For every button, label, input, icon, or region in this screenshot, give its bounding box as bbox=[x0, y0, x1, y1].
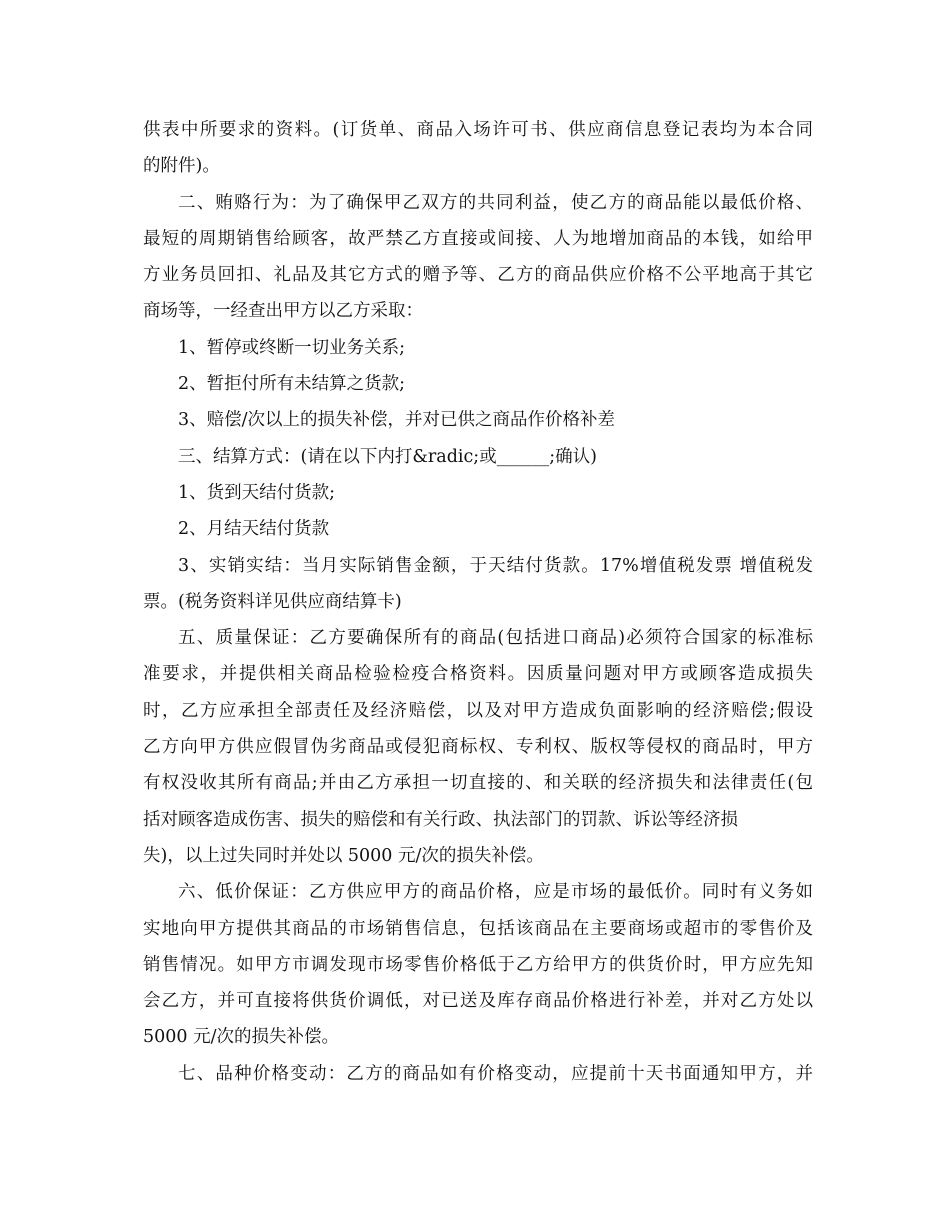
text-line: 票。(税务资料详见供应商结算卡) bbox=[143, 591, 402, 612]
list-item: 2、月结天结付货款 bbox=[178, 519, 330, 540]
text-line: 方业务员回扣、礼品及其它方式的赠予等、乙方的商品供应价格不公平地高于其它 bbox=[143, 265, 813, 286]
list-item: 3、赔偿/次以上的损失补偿，并对已供之商品作价格补差 bbox=[178, 410, 616, 431]
text-line: 5000 元/次的损失补偿。 bbox=[143, 1027, 339, 1048]
text-line: 实地向甲方提供其商品的市场销售信息，包括该商品在主要商场或超市的零售价及 bbox=[143, 918, 813, 939]
section-heading-settlement: 三、结算方式：(请在以下内打&radic;或______;确认) bbox=[178, 446, 597, 467]
text-line: 乙方向甲方供应假冒伪劣商品或侵犯商标权、专利权、版权等侵权的商品时，甲方 bbox=[143, 737, 813, 758]
document-page bbox=[143, 112, 813, 1092]
list-item: 2、暂拒付所有未结算之货款; bbox=[178, 374, 406, 395]
text-line: 失)，以上过失同时并处以 5000 元/次的损失补偿。 bbox=[143, 845, 544, 866]
list-item: 3、实销实结：当月实际销售金额，于天结付货款。17%增值税发票 增值税发 bbox=[178, 555, 813, 576]
list-item: 1、暂停或终断一切业务关系; bbox=[178, 337, 406, 358]
text-line: 销售情况。如甲方市调发现市场零售价格低于乙方给甲方的供货价时，甲方应先知 bbox=[143, 954, 813, 975]
text-line: 商场等，一经查出甲方以乙方采取： bbox=[143, 301, 423, 322]
text-line: 最短的周期销售给顾客，故严禁乙方直接或间接、人为地增加商品的本钱，如给甲 bbox=[143, 228, 813, 249]
text-line: 时，乙方应承担全部责任及经济赔偿，以及对甲方造成负面影响的经济赔偿;假设 bbox=[143, 700, 813, 721]
section-heading-low-price: 六、低价保证：乙方供应甲方的商品价格，应是市场的最低价。同时有义务如 bbox=[178, 882, 813, 903]
list-item: 1、货到天结付货款; bbox=[178, 482, 336, 503]
section-heading-quality: 五、质量保证：乙方要确保所有的商品(包括进口商品)必须符合国家的标准标 bbox=[178, 628, 813, 649]
text-line: 的附件)。 bbox=[143, 156, 220, 177]
text-line: 括对顾客造成伤害、损失的赔偿和有关行政、执法部门的罚款、诉讼等经济损 bbox=[143, 809, 738, 830]
section-heading-price-change: 七、品种价格变动：乙方的商品如有价格变动，应提前十天书面通知甲方，并 bbox=[178, 1063, 813, 1084]
text-line: 供表中所要求的资料。(订货单、商品入场许可书、供应商信息登记表均为本合同 bbox=[143, 120, 813, 140]
section-heading-bribery: 二、贿赂行为：为了确保甲乙双方的共同利益，使乙方的商品能以最低价格、 bbox=[178, 192, 813, 213]
text-line: 有权没收其所有商品;并由乙方承担一切直接的、和关联的经济损失和法律责任(包 bbox=[143, 773, 813, 794]
text-line: 准要求，并提供相关商品检验检疫合格资料。因质量问题对甲方或顾客造成损失 bbox=[143, 664, 813, 685]
text-line: 会乙方，并可直接将供货价调低，对已送及库存商品价格进行补差，并对乙方处以 bbox=[143, 991, 813, 1012]
